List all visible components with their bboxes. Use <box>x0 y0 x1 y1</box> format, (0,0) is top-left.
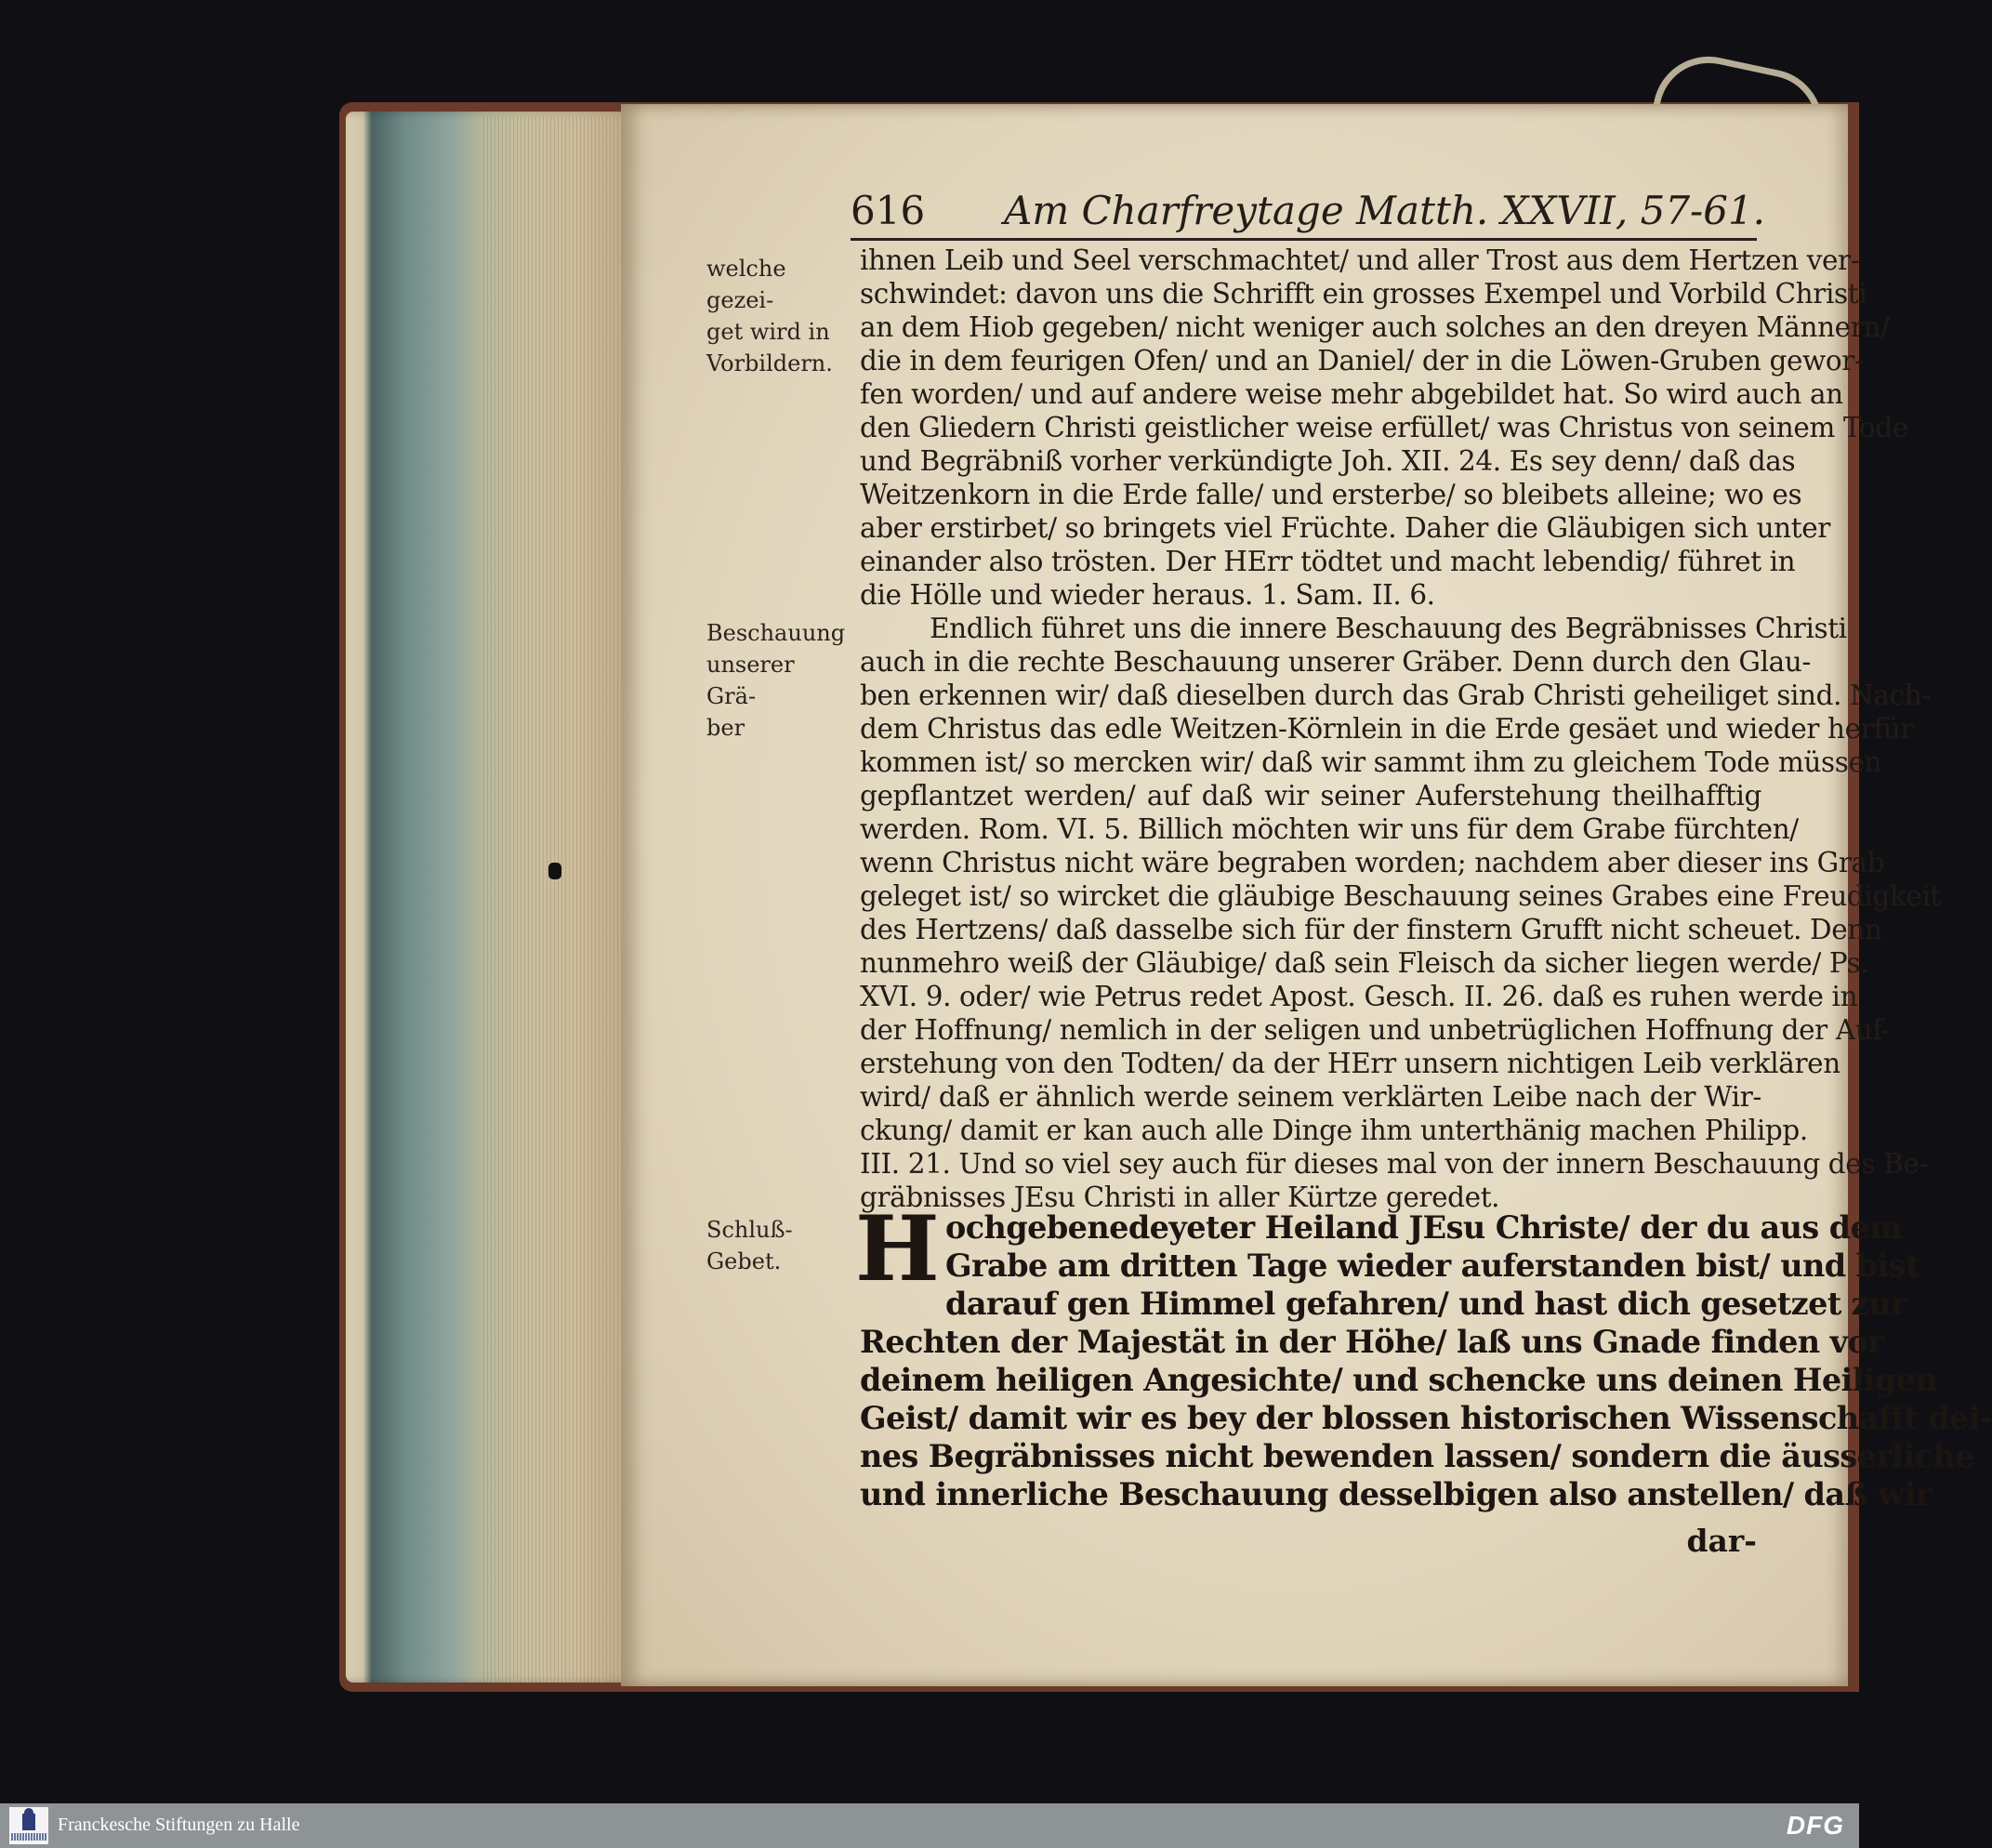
text-line: schwindet: davon uns die Schrifft ein grosses Exempel und Vorbild Christi <box>860 278 1867 310</box>
margin-note-line: welche gezei- <box>706 256 786 313</box>
text-line: kommen ist/ so mercken wir/ daß wir sammt ihm zu gleichem Tode müssen <box>860 746 1882 778</box>
margin-note-line: unserer Grä- <box>706 652 795 709</box>
text-line: Endlich führet uns die innere Beschauung des Begräbnisses Christi <box>930 613 1847 644</box>
viewer-footer-bar <box>0 1803 1859 1848</box>
logo-wordmark <box>11 1833 46 1841</box>
text-line: erstehung von den Todten/ da der HErr unsern nichtigen Leib verklären <box>860 1048 1840 1079</box>
text-line: fen worden/ und auf andere weise mehr abgebildet hat. So wird auch an <box>860 378 1843 410</box>
text-line: und Begräbniß vorher verkündigte Joh. XII. 24. Es sey denn/ daß das <box>860 445 1796 477</box>
page-header <box>851 186 1766 241</box>
margin-note-line: Schluß- <box>706 1217 793 1243</box>
text-line: geleget ist/ so wircket die gläubige Beschauung seines Grabes eine Freudigkeit <box>860 880 1941 912</box>
prayer-line: Geist/ damit wir es bey der blossen historischen Wissenschafft dei- <box>860 1400 1992 1436</box>
prayer-line: deinem heiligen Angesichte/ und schencke uns deinen Heiligen <box>860 1362 1938 1398</box>
running-title: Am Charfreytage Matth. XXVII, 57-61. <box>1004 188 1766 233</box>
text-line: die in dem feurigen Ofen/ und an Daniel/ der in die Löwen-Gruben gewor- <box>860 345 1864 376</box>
text-line: an dem Hiob gegeben/ nicht weniger auch solches an den dreyen Männern/ <box>860 311 1890 343</box>
margin-note-line: ber <box>706 715 745 741</box>
text-line: einander also trösten. Der HErr tödtet und macht lebendig/ führet in <box>860 546 1796 577</box>
prayer-line: darauf gen Himmel gefahren/ und hast dich gesetzet zur <box>945 1286 1906 1322</box>
prayer-line: und innerliche Beschauung desselbigen also anstellen/ daß wir <box>860 1476 1932 1512</box>
text-line: auch in die rechte Beschauung unserer Gräber. Denn durch den Glau- <box>860 646 1811 678</box>
prayer-line: ochgebenedeyeter Heiland JEsu Christe/ der du aus dem <box>945 1209 1903 1246</box>
text-line: aber erstirbet/ so bringets viel Früchte. Daher die Gläubigen sich unter <box>860 512 1830 544</box>
text-line: XVI. 9. oder/ wie Petrus redet Apost. Gesch. II. 26. daß es ruhen werde in <box>860 981 1858 1012</box>
text-line: gräbnisses JEsu Christi in aller Kürtze geredet. <box>860 1181 1500 1213</box>
drop-cap-initial: H <box>855 1196 940 1301</box>
text-line: den Gliedern Christi geistlicher weise erfüllet/ was Christus von seinem Tode <box>860 412 1908 443</box>
margin-note-line: get wird in <box>706 319 830 345</box>
text-line: ben erkennen wir/ daß dieselben durch das Grab Christi geheiliget sind. Nach- <box>860 680 1931 711</box>
page-edge-lines <box>483 116 632 1683</box>
tower-icon <box>22 1814 35 1830</box>
ink-smudge <box>548 863 561 879</box>
text-line: der Hoffnung/ nemlich in der seligen und unbetrüglichen Hoffnung der Auf- <box>860 1014 1891 1046</box>
text-line: die Hölle und wieder heraus. 1. Sam. II. 6. <box>860 579 1435 611</box>
text-line: nunmehro weiß der Gläubige/ daß sein Fleisch da sicher liegen werde/ Ps. <box>860 947 1869 979</box>
text-line: des Hertzens/ daß dasselbe sich für der finstern Grufft nicht scheuet. Denn <box>860 914 1882 945</box>
catchword: dar- <box>1686 1523 1757 1559</box>
text-line: III. 21. Und so viel sey auch für dieses mal von der innern Beschauung des Be- <box>860 1148 1928 1180</box>
text-line: Weitzenkorn in die Erde falle/ und ersterbe/ so bleibets alleine; wo es <box>860 479 1802 510</box>
page-number: 616 <box>851 188 926 233</box>
margin-note-line: Beschauung <box>706 620 846 646</box>
text-line: gepflantzet werden/ auf daß wir seiner Auferstehung theilhafftig <box>860 780 1761 812</box>
closing-prayer <box>860 1208 1992 1513</box>
dfg-logo[interactable]: DFG <box>1786 1811 1844 1840</box>
text-line: dem Christus das edle Weitzen-Körnlein in die Erde gesäet und wieder herfür <box>860 713 1914 745</box>
text-line: ihnen Leib und Seel verschmachtet/ und aller Trost aus dem Hertzen ver- <box>860 244 1860 276</box>
institution-logo[interactable] <box>9 1807 48 1844</box>
prayer-line: Rechten der Majestät in der Höhe/ laß uns Gnade finden vor <box>860 1324 1884 1360</box>
margin-note-vorbildern <box>706 253 846 379</box>
prayer-line: Grabe am dritten Tage wieder auferstanden bist/ und bist <box>945 1247 1919 1284</box>
text-line: ckung/ damit er kan auch alle Dinge ihm unterthänig machen Philipp. <box>860 1115 1808 1146</box>
text-line: wenn Christus nicht wäre begraben worden; nachdem aber dieser ins Grab <box>860 847 1885 878</box>
margin-note-line: Vorbildern. <box>706 350 833 376</box>
institution-name: Franckesche Stiftungen zu Halle <box>58 1815 300 1835</box>
text-line: werden. Rom. VI. 5. Billich möchten wir uns für dem Grabe fürchten/ <box>860 813 1799 845</box>
text-line: wird/ daß er ähnlich werde seinem verklärten Leibe nach der Wir- <box>860 1081 1761 1113</box>
margin-note-beschauung <box>706 617 846 744</box>
body-text <box>860 244 1941 1214</box>
margin-note-line: Gebet. <box>706 1248 782 1274</box>
prayer-line: nes Begräbnisses nicht bewenden lassen/ sondern die äusserliche <box>860 1438 1974 1474</box>
margin-note-schlussgebet <box>706 1214 846 1277</box>
